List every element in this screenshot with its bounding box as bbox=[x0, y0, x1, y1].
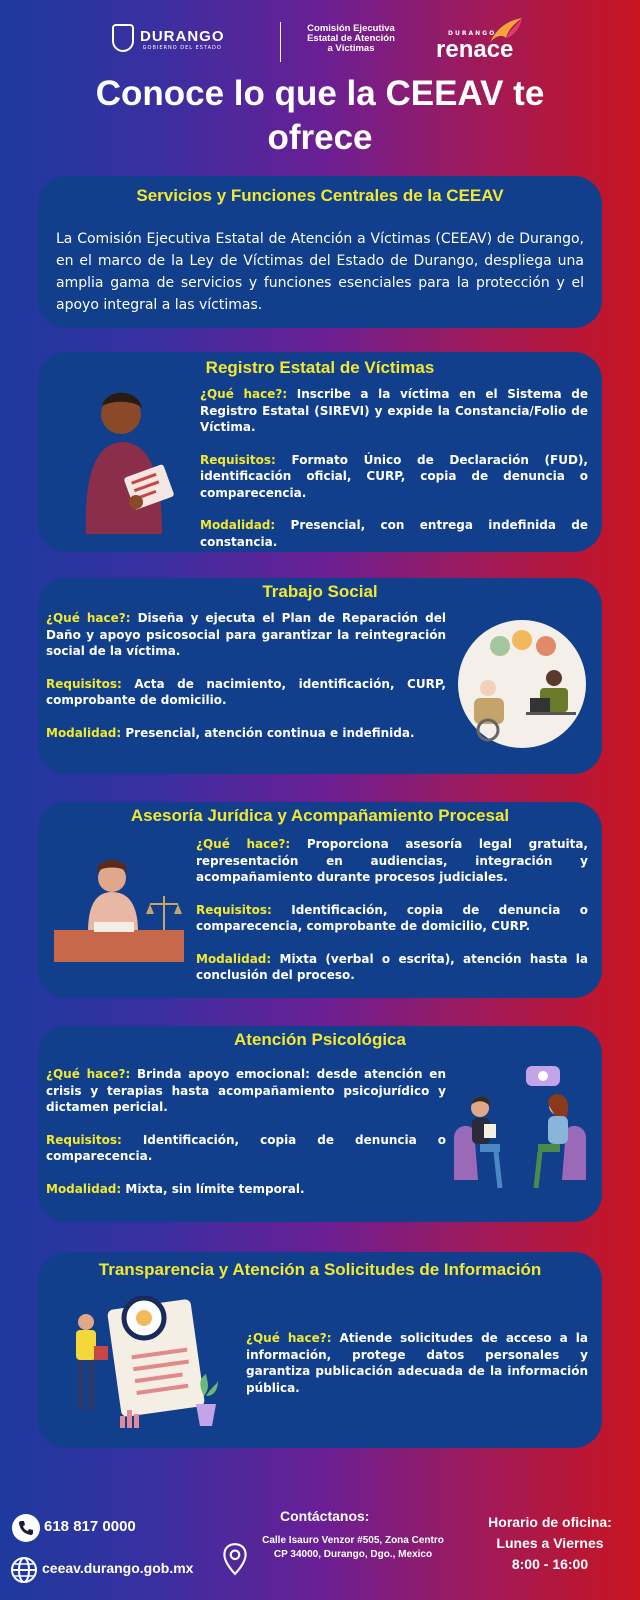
que-hace-paragraph bbox=[196, 836, 588, 886]
information-request-illustration bbox=[68, 1292, 218, 1432]
que-hace-label: ¿Qué hace?: bbox=[46, 1067, 131, 1081]
modalidad-label: Modalidad: bbox=[196, 951, 272, 966]
modalidad-text: Mixta, sin límite temporal. bbox=[125, 1181, 305, 1196]
modalidad-paragraph bbox=[196, 951, 588, 984]
requisitos-paragraph bbox=[200, 452, 588, 502]
phone-link[interactable]: 618 817 0000 bbox=[44, 1518, 136, 1535]
requisitos-paragraph bbox=[46, 676, 446, 709]
intro-text: La Comisión Ejecutiva Estatal de Atención a Víctimas (CEEAV) de Durango, en el marco de la Ley de Víctimas del Estado de Durango, despliega una amplia gama de servicios y funciones esenciales para la protección y el apoyo integral a las víctimas. bbox=[56, 231, 584, 313]
office-hours bbox=[472, 1512, 628, 1575]
address bbox=[258, 1534, 448, 1562]
modalidad-text: Presencial, con entrega indefinida de constancia. bbox=[200, 518, 588, 549]
therapy-session-illustration bbox=[450, 1060, 590, 1200]
section-body bbox=[200, 386, 588, 550]
requisitos-label: Requisitos: bbox=[46, 1132, 122, 1147]
renace-top-text: DURANGO bbox=[448, 30, 497, 37]
requisitos-label: Requisitos: bbox=[196, 902, 272, 917]
intro-title: Servicios y Funciones Centrales de la CEEAV bbox=[136, 186, 504, 205]
durango-logo-text: DURANGO bbox=[140, 27, 225, 45]
globe-icon bbox=[10, 1556, 38, 1584]
hours-time: 8:00 - 16:00 bbox=[511, 1556, 589, 1572]
commission-line-1: Comisión Ejecutiva bbox=[307, 23, 395, 34]
section-trabajo-social-card bbox=[38, 578, 602, 774]
modalidad-label: Modalidad: bbox=[46, 1181, 122, 1196]
requisitos-text: Acta de nacimiento, identificación, CURP, comprobante de domicilio. bbox=[46, 676, 446, 707]
page-title: Conoce lo que la CEEAV te ofrece bbox=[95, 74, 545, 157]
durango-logo-subtext: GOBIERNO DEL ESTADO bbox=[142, 44, 222, 51]
section-title: Trabajo Social bbox=[262, 582, 378, 601]
modalidad-text: Mixta (verbal o escrita), atención hasta la conclusión del proceso. bbox=[196, 951, 589, 982]
que-hace-paragraph bbox=[46, 610, 446, 660]
requisitos-text: Identificación, copia de denuncia o comparecencia, comprobante de domicilio, CURP. bbox=[196, 902, 588, 933]
phone-icon bbox=[12, 1514, 40, 1542]
modalidad-text: Presencial, atención continua e indefinida. bbox=[125, 725, 415, 740]
que-hace-label: ¿Qué hace?: bbox=[246, 1331, 332, 1345]
requisitos-text: Formato Único de Declaración (FUD), identificación oficial, CURP, copia de denuncia o comparecencia. bbox=[200, 452, 588, 500]
requisitos-paragraph bbox=[196, 902, 588, 935]
requisitos-label: Requisitos: bbox=[46, 676, 122, 691]
intro-card bbox=[38, 176, 602, 328]
que-hace-paragraph bbox=[200, 386, 588, 436]
hours-days: Lunes a Viernes bbox=[496, 1535, 604, 1551]
durango-logo bbox=[112, 24, 225, 52]
address-line-2: CP 34000, Durango, Dgo., Mexico bbox=[273, 1549, 433, 1560]
que-hace-text: Brinda apoyo emocional: desde atención en crisis y terapias hasta acompañamiento psicojurídico y dictamen pericial. bbox=[46, 1067, 446, 1114]
que-hace-label: ¿Qué hace?: bbox=[200, 387, 288, 401]
section-body bbox=[46, 610, 446, 741]
commission-line-3: a Víctimas bbox=[327, 43, 375, 54]
footer bbox=[0, 1500, 640, 1600]
header-divider bbox=[280, 22, 281, 62]
modalidad-paragraph bbox=[200, 517, 588, 550]
modalidad-paragraph bbox=[46, 1181, 446, 1198]
location-pin-icon bbox=[222, 1542, 248, 1576]
section-title: Registro Estatal de Víctimas bbox=[205, 358, 435, 377]
shield-icon bbox=[112, 24, 134, 52]
section-title: Asesoría Jurídica y Acompañamiento Procesal bbox=[130, 806, 510, 825]
section-body bbox=[246, 1330, 588, 1396]
address-line-1: Calle Isauro Venzor #505, Zona Centro bbox=[262, 1535, 444, 1546]
que-hace-text: Inscribe a la víctima en el Sistema de Registro Estatal (SIREVI) y expide la Constancia/Folio de Víctima. bbox=[200, 387, 588, 434]
renace-main-text: renace bbox=[436, 36, 514, 63]
que-hace-text: Proporciona asesoría legal gratuita, representación en audiencias, integración y acompañamiento durante procesos judiciales. bbox=[196, 837, 588, 884]
que-hace-text: Diseña y ejecuta el Plan de Reparación del Daño y apoyo psicosocial para garantizar la reintegración social de la víctima. bbox=[46, 611, 446, 658]
person-reading-illustration bbox=[66, 384, 186, 534]
modalidad-label: Modalidad: bbox=[200, 518, 276, 532]
website-link[interactable]: ceeav.durango.gob.mx bbox=[42, 1560, 194, 1576]
section-body bbox=[46, 1066, 446, 1197]
modalidad-label: Modalidad: bbox=[46, 725, 122, 740]
que-hace-text: Atiende solicitudes de acceso a la información, protege datos personales y garantiza publicación adecuada de la información pública. bbox=[246, 1331, 588, 1395]
section-psicologica-card bbox=[38, 1026, 602, 1222]
social-work-illustration bbox=[456, 618, 588, 750]
que-hace-label: ¿Qué hace?: bbox=[196, 837, 291, 851]
modalidad-paragraph bbox=[46, 725, 446, 742]
que-hace-paragraph bbox=[246, 1330, 588, 1396]
legal-advisor-illustration bbox=[54, 852, 184, 962]
requisitos-paragraph bbox=[46, 1132, 446, 1165]
section-transparencia-card bbox=[38, 1252, 602, 1448]
commission-logo bbox=[286, 24, 416, 54]
que-hace-label: ¿Qué hace?: bbox=[46, 611, 131, 625]
section-title: Atención Psicológica bbox=[234, 1030, 406, 1049]
hours-title: Horario de oficina: bbox=[488, 1514, 612, 1530]
section-asesoria-card bbox=[38, 802, 602, 998]
que-hace-paragraph bbox=[46, 1066, 446, 1116]
requisitos-text: Identificación, copia de denuncia o comparecencia. bbox=[46, 1132, 446, 1163]
header bbox=[0, 6, 640, 76]
section-registro-card bbox=[38, 352, 602, 552]
commission-line-2: Estatal de Atención bbox=[307, 33, 395, 44]
section-body bbox=[196, 836, 588, 984]
contact-title: Contáctanos: bbox=[280, 1508, 370, 1524]
section-title: Transparencia y Atención a Solicitudes de Información bbox=[98, 1260, 542, 1279]
requisitos-label: Requisitos: bbox=[200, 452, 276, 467]
renace-logo bbox=[428, 16, 538, 72]
